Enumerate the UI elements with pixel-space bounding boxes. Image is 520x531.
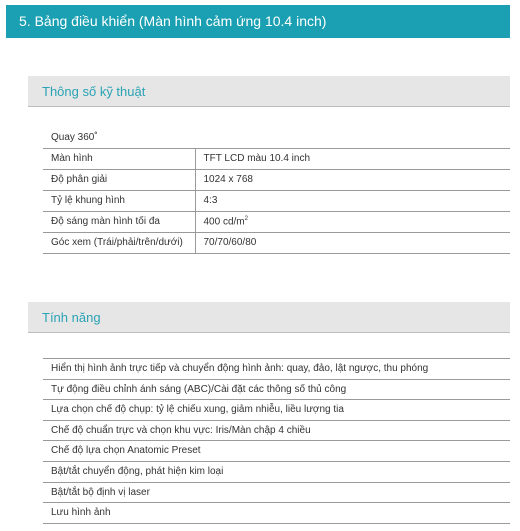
- spec-label: Quay 360˚: [43, 127, 510, 148]
- list-item: Bật/tắt chuyển động, phát hiện kim loại: [43, 462, 510, 483]
- spec-label: Độ phân giải: [43, 169, 195, 190]
- spec-label: Góc xem (Trái/phải/trên/dưới): [43, 232, 195, 253]
- spec-value: [195, 211, 510, 232]
- spec-value-text: 400 cd/m: [203, 216, 245, 228]
- list-item: Chế độ chuẩn trực và chọn khu vực: Iris/Màn chập 4 chiều: [43, 421, 510, 442]
- features-list: [43, 358, 510, 524]
- specs-section-title: Thông số kỹ thuật: [28, 76, 510, 107]
- table-row: [43, 211, 510, 232]
- table-row: [43, 148, 510, 169]
- list-item: Tự động điều chỉnh ánh sáng (ABC)/Cài đặt các thông số thủ công: [43, 380, 510, 401]
- spec-label: Tỷ lệ khung hình: [43, 190, 195, 211]
- spec-value: 4:3: [195, 190, 510, 211]
- section-header: 5. Bảng điều khiển (Màn hình cảm ứng 10.4 inch): [6, 5, 510, 38]
- table-row: [43, 169, 510, 190]
- spec-label: Màn hình: [43, 148, 195, 169]
- list-item: Bật/tắt bộ định vị laser: [43, 483, 510, 504]
- table-row: [43, 190, 510, 211]
- spec-value: 1024 x 768: [195, 169, 510, 190]
- spec-value-superscript: 2: [244, 215, 248, 222]
- list-item: Lưu hình ảnh: [43, 503, 510, 524]
- features-section-title: Tính năng: [28, 302, 510, 333]
- list-item: Hiển thị hình ảnh trực tiếp và chuyển động hình ảnh: quay, đảo, lật ngược, thu phóng: [43, 359, 510, 380]
- spec-value: TFT LCD màu 10.4 inch: [195, 148, 510, 169]
- table-row: [43, 127, 510, 148]
- table-row: [43, 232, 510, 253]
- specs-table: [43, 127, 510, 254]
- list-item: Chế độ lựa chọn Anatomic Preset: [43, 441, 510, 462]
- list-item: Lựa chọn chế độ chụp: tỷ lệ chiếu xung, giảm nhiễu, liều lượng tia: [43, 400, 510, 421]
- spec-value: 70/70/60/80: [195, 232, 510, 253]
- spec-label: Độ sáng màn hình tối đa: [43, 211, 195, 232]
